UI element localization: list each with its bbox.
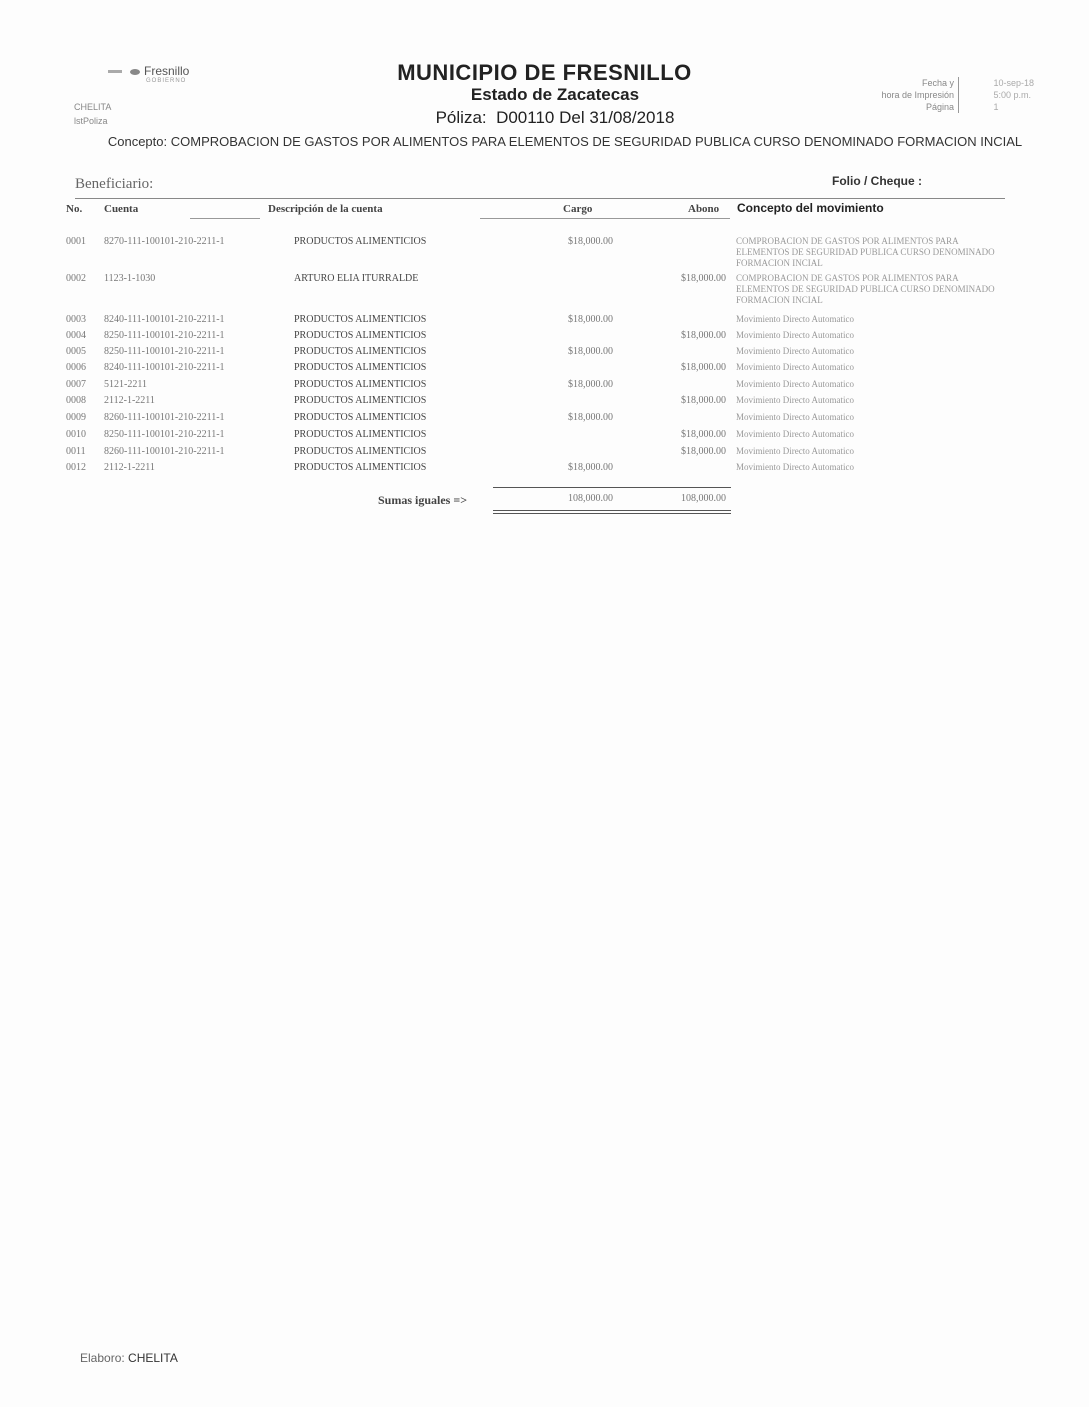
row-cargo: $18,000.00 xyxy=(568,236,613,247)
col-header-no: No. xyxy=(66,203,83,215)
sum-bottom-line xyxy=(493,510,731,511)
row-cuenta: 8260-111-100101-210-2211-1 xyxy=(104,412,225,423)
row-abono: $18,000.00 xyxy=(681,362,726,373)
logo-subtext: GOBIERNO xyxy=(146,78,187,84)
row-no: 0011 xyxy=(66,446,86,457)
meta-pagina-label: Página xyxy=(925,102,954,112)
divider xyxy=(75,198,1005,199)
row-concepto: Movimiento Directo Automatico xyxy=(736,395,854,405)
col-header-abono: Abono xyxy=(688,203,720,215)
row-abono: $18,000.00 xyxy=(681,395,726,406)
row-descripcion: PRODUCTOS ALIMENTICIOS xyxy=(294,412,427,423)
row-no: 0012 xyxy=(66,462,86,473)
row-abono: $18,000.00 xyxy=(681,273,726,284)
row-concepto: COMPROBACION DE GASTOS POR ALIMENTOS PARA ELEMENTOS DE SEGURIDAD PUBLICA CURSO DENOMINADO FORMACION INCIAL xyxy=(736,236,995,268)
elaboro xyxy=(80,1351,178,1365)
elaboro-label: Elaboro: xyxy=(80,1351,125,1365)
row-abono: $18,000.00 xyxy=(681,429,726,440)
row-no: 0002 xyxy=(66,273,86,284)
elaboro-value: CHELITA xyxy=(128,1351,178,1365)
row-cargo: $18,000.00 xyxy=(568,346,613,357)
row-no: 0008 xyxy=(66,395,86,406)
meta-right-values xyxy=(993,77,1034,113)
row-descripcion: PRODUCTOS ALIMENTICIOS xyxy=(294,429,427,440)
row-no: 0006 xyxy=(66,362,86,373)
row-no: 0003 xyxy=(66,314,86,325)
row-cuenta: 8260-111-100101-210-2211-1 xyxy=(104,446,225,457)
row-no: 0007 xyxy=(66,379,86,390)
row-no: 0001 xyxy=(66,236,86,247)
row-cuenta: 8250-111-100101-210-2211-1 xyxy=(104,346,225,357)
meta-right-labels xyxy=(881,77,959,113)
row-cuenta: 8250-111-100101-210-2211-1 xyxy=(104,330,225,341)
col-header-cargo: Cargo xyxy=(563,203,593,215)
meta-fecha-label: Fecha y xyxy=(921,78,954,88)
row-cuenta: 2112-1-2211 xyxy=(104,462,155,473)
row-descripcion: PRODUCTOS ALIMENTICIOS xyxy=(294,362,427,373)
page-title: MUNICIPIO DE FRESNILLO xyxy=(397,60,692,85)
row-descripcion: PRODUCTOS ALIMENTICIOS xyxy=(294,379,427,390)
row-descripcion: PRODUCTOS ALIMENTICIOS xyxy=(294,446,427,457)
sum-top-line xyxy=(493,487,731,488)
poliza-line: Póliza: D00110 Del 31/08/2018 xyxy=(435,108,675,127)
sum-abono: 108,000.00 xyxy=(681,493,726,504)
row-concepto: Movimiento Directo Automatico xyxy=(736,446,854,456)
row-concepto: Movimiento Directo Automatico xyxy=(736,379,854,389)
concepto: Concepto: COMPROBACION DE GASTOS POR ALIMENTOS PARA ELEMENTOS DE SEGURIDAD PUBLICA CURSO DENOMINADO FORMACION INCIAL xyxy=(107,134,1023,149)
row-cuenta: 2112-1-2211 xyxy=(104,395,155,406)
col-header-concepto: Concepto del movimiento xyxy=(737,201,884,215)
meta-hora-label: hora de Impresión xyxy=(881,90,954,100)
meta-user: CHELITA xyxy=(74,102,112,112)
row-cuenta: 5121-2211 xyxy=(104,379,147,390)
row-cargo: $18,000.00 xyxy=(568,462,613,473)
concepto-text: COMPROBACION DE GASTOS POR ALIMENTOS PARA ELEMENTOS DE SEGURIDAD PUBLICA CURSO DENOMINADO FORMACION INCIAL xyxy=(170,134,1023,149)
concepto-label: Concepto xyxy=(107,134,164,149)
row-abono: $18,000.00 xyxy=(681,446,726,457)
poliza-label: Póliza xyxy=(435,108,482,127)
row-descripcion: PRODUCTOS ALIMENTICIOS xyxy=(294,314,427,325)
folio-label: Folio / Cheque : xyxy=(832,174,922,188)
sum-bottom-line xyxy=(493,513,731,514)
row-cuenta: 8250-111-100101-210-2211-1 xyxy=(104,429,225,440)
poliza-value: D00110 Del 31/08/2018 xyxy=(496,108,675,127)
row-concepto: Movimiento Directo Automatico xyxy=(736,346,854,356)
header-underline xyxy=(480,218,730,219)
row-descripcion: PRODUCTOS ALIMENTICIOS xyxy=(294,462,427,473)
row-descripcion: PRODUCTOS ALIMENTICIOS xyxy=(294,395,427,406)
row-cargo: $18,000.00 xyxy=(568,379,613,390)
meta-left xyxy=(74,100,111,128)
row-descripcion: ARTURO ELIA ITURRALDE xyxy=(294,273,419,284)
row-descripcion: PRODUCTOS ALIMENTICIOS xyxy=(294,236,427,247)
page-subtitle: Estado de Zacatecas xyxy=(470,85,640,104)
row-concepto: Movimiento Directo Automatico xyxy=(736,429,854,439)
row-no: 0004 xyxy=(66,330,86,341)
col-header-cuenta: Cuenta xyxy=(104,203,139,215)
meta-fecha-value: 10-sep-18 xyxy=(993,78,1034,88)
row-concepto: Movimiento Directo Automatico xyxy=(736,412,854,422)
sum-cargo: 108,000.00 xyxy=(568,493,613,504)
row-concepto: Movimiento Directo Automatico xyxy=(736,314,854,324)
logo-text: Fresnillo xyxy=(144,64,190,78)
row-cuenta: 1123-1-1030 xyxy=(104,273,156,284)
beneficiario-label: Beneficiario: xyxy=(75,176,154,192)
row-descripcion: PRODUCTOS ALIMENTICIOS xyxy=(294,346,427,357)
sum-label: Sumas iguales => xyxy=(378,493,468,507)
meta-pagina-value: 1 xyxy=(993,102,999,112)
row-descripcion: PRODUCTOS ALIMENTICIOS xyxy=(294,330,427,341)
row-concepto: COMPROBACION DE GASTOS POR ALIMENTOS PARA ELEMENTOS DE SEGURIDAD PUBLICA CURSO DENOMINADO FORMACION INCIAL xyxy=(736,273,995,305)
row-cargo: $18,000.00 xyxy=(568,314,613,325)
row-cuenta: 8270-111-100101-210-2211-1 xyxy=(104,236,225,247)
meta-report: lstPoliza xyxy=(74,116,108,126)
row-cuenta: 8240-111-100101-210-2211-1 xyxy=(104,362,225,373)
header-underline xyxy=(190,218,260,219)
row-abono: $18,000.00 xyxy=(681,330,726,341)
meta-hora-value: 5:00 p.m. xyxy=(993,90,1031,100)
row-concepto: Movimiento Directo Automatico xyxy=(736,362,854,372)
row-cuenta: 8240-111-100101-210-2211-1 xyxy=(104,314,225,325)
row-cargo: $18,000.00 xyxy=(568,412,613,423)
col-header-descripcion: Descripción de la cuenta xyxy=(268,203,383,215)
row-concepto: Movimiento Directo Automatico xyxy=(736,462,854,472)
row-no: 0010 xyxy=(66,429,86,440)
row-concepto: Movimiento Directo Automatico xyxy=(736,330,854,340)
row-no: 0005 xyxy=(66,346,86,357)
row-no: 0009 xyxy=(66,412,86,423)
